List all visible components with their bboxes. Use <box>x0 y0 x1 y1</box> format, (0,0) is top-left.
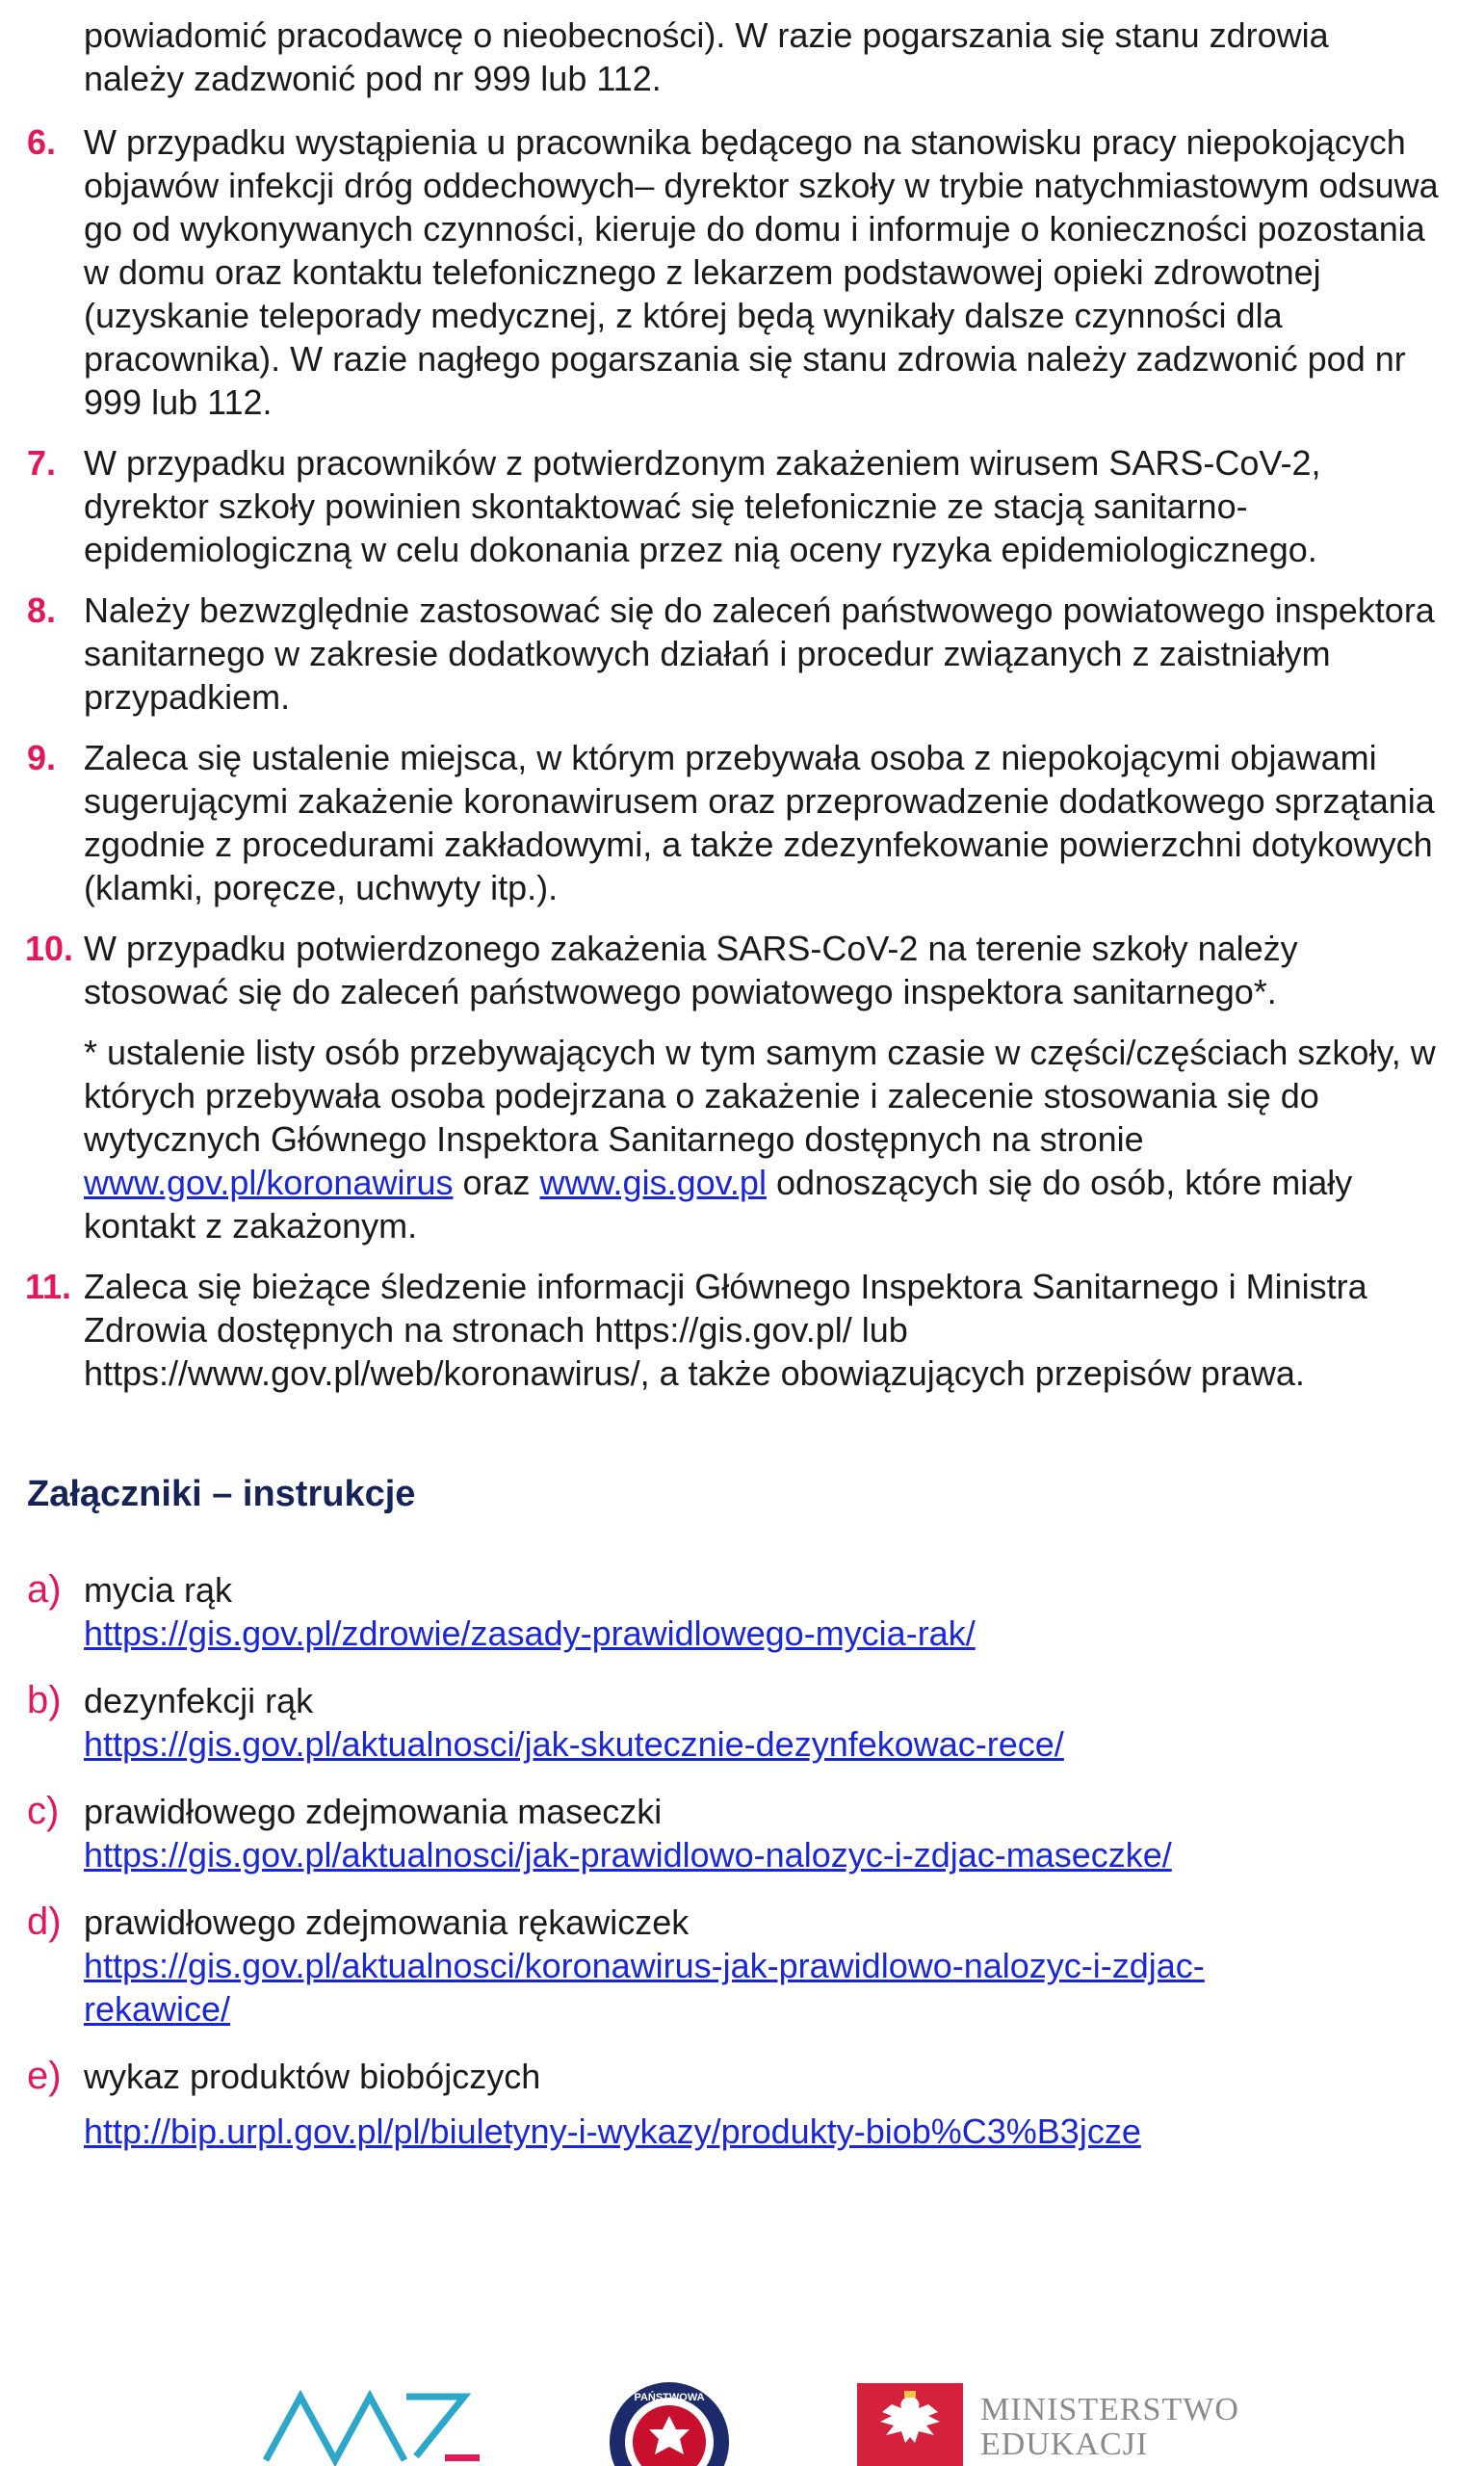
ministry-of-education-name <box>980 2393 1239 2462</box>
attachment-link[interactable]: http://bip.urpl.gov.pl/pl/biuletyny-i-wykazy/produkty-biob%C3%B3jcze <box>84 2112 1141 2151</box>
attachment-item-c <box>0 1790 1484 1876</box>
attachment-label: prawidłowego zdejmowania rękawiczek <box>84 1902 690 1942</box>
list-item-8 <box>0 589 1484 719</box>
gov-koronawirus-link[interactable]: www.gov.pl/koronawirus <box>84 1163 454 1202</box>
intro-line-2: należy zadzwonić pod nr 999 lub 112. <box>84 59 662 98</box>
polish-eagle-icon <box>857 2383 963 2466</box>
ministry-name-line-2: EDUKACJI <box>980 2427 1149 2462</box>
item-text: Należy bezwzględnie zastosować się do zaleceń państwowego powiatowego inspektora sanitarnego w zakresie dodatkowych działań i procedur związanych z zaistniałym przypadkiem. <box>84 590 1435 717</box>
item-number: 10. <box>25 929 74 968</box>
item-text: W przypadku pracowników z potwierdzonym zakażeniem wirusem SARS-CoV-2, dyrektor szkoły powinien skontaktować się telefonicznie ze stacją sanitarno-epidemiologiczną w celu dokonania przez nią oceny ryzyka epidemiologicznego. <box>84 443 1321 569</box>
footnote-text-middle: oraz <box>453 1163 540 1202</box>
attachment-label: prawidłowego zdejmowania maseczki <box>84 1792 663 1831</box>
intro-paragraph <box>84 13 1442 100</box>
list-item-6 <box>0 120 1484 424</box>
item-text: Zaleca się bieżące śledzenie informacji Głównego Inspektora Sanitarnego i Ministra Zdrowia dostępnych na stronach https://gis.gov.pl/ lub https://www.gov.pl/web/koronawirus/, a także obowiązujących przepisów prawa. <box>84 1267 1367 1393</box>
attachment-item-d <box>0 1901 1484 2031</box>
attachment-item-e <box>0 2055 1484 2153</box>
intro-line-1: powiadomić pracodawcę o nieobecności). W razie pogarszania się stanu zdrowia <box>84 15 1329 55</box>
attachment-label: dezynfekcji rąk <box>84 1681 314 1720</box>
attachment-letter: d) <box>27 1901 62 1943</box>
attachment-link[interactable]: https://gis.gov.pl/aktualnosci/jak-skutecznie-dezynfekowac-rece/ <box>84 1724 1064 1764</box>
item-number: 11. <box>25 1267 72 1306</box>
attachment-label: wykaz produktów biobójczych <box>84 2057 541 2096</box>
item-number: 6. <box>27 122 57 162</box>
attachment-link[interactable]: https://gis.gov.pl/aktualnosci/jak-prawidlowo-nalozyc-i-zdjac-maseczke/ <box>84 1835 1172 1875</box>
item-number: 7. <box>27 443 57 483</box>
attachment-letter: a) <box>27 1568 62 1611</box>
emblem-text: PAŃSTWOWA <box>634 2392 705 2403</box>
attachment-item-b <box>0 1679 1484 1766</box>
item-text: W przypadku potwierdzonego zakażenia SARS-CoV-2 na terenie szkoły należy stosować się do zaleceń państwowego powiatowego inspektora sanitarnego*. <box>84 929 1298 1011</box>
list-item-9 <box>0 736 1484 909</box>
list-item-10 <box>0 927 1484 1247</box>
attachment-link[interactable]: https://gis.gov.pl/aktualnosci/koronawirus-jak-prawidlowo-nalozyc-i-zdjac-rekawice/ <box>84 1946 1205 2029</box>
list-item-11 <box>0 1265 1484 1395</box>
attachment-label: mycia rąk <box>84 1570 233 1610</box>
footer-logos <box>0 2350 1484 2466</box>
sanitary-inspection-emblem <box>607 2379 732 2466</box>
attachment-item-a <box>0 1568 1484 1655</box>
item-number: 9. <box>27 738 57 777</box>
item-text: Zaleca się ustalenie miejsca, w którym przebywała osoba z niepokojącymi objawami sugerującymi zakażenie koronawirusem oraz przeprowadzenie dodatkowego sprzątania zgodnie z procedurami zakładowymi, a także zdezynfekowanie powierzchni dotykowych (klamki, poręcze, uchwyty itp.). <box>84 738 1435 907</box>
numbered-list <box>0 120 1484 1412</box>
attachment-letter: c) <box>27 1790 60 1832</box>
attachment-link[interactable]: https://gis.gov.pl/zdrowie/zasady-prawidlowego-mycia-rak/ <box>84 1613 976 1653</box>
footnote-text-after: odnoszących się do osób, które miały kontakt z zakażonym. <box>84 1163 1353 1246</box>
gis-link[interactable]: www.gis.gov.pl <box>539 1163 767 1202</box>
list-item-7 <box>0 441 1484 571</box>
attachment-letter: e) <box>27 2055 62 2097</box>
attachments-heading: Załączniki – instrukcje <box>27 1474 416 1514</box>
attachment-letter: b) <box>27 1679 62 1721</box>
footnote <box>84 1031 1445 1247</box>
ministry-of-health-logo <box>262 2387 483 2466</box>
item-text: W przypadku wystąpienia u pracownika będącego na stanowisku pracy niepokojących objawów infekcji dróg oddechowych– dyrektor szkoły w trybie natychmiastowym odsuwa go od wykonywanych czynności, kieruje do domu i informuje o konieczności pozostania w domu oraz kontaktu telefonicznego z lekarzem podstawowej opieki zdrowotnej (uzyskanie teleporady medycznej, z której będą wynikały dalsze czynności dla pracownika). W razie nagłego pogarszania się stanu zdrowia należy zadzwonić pod nr 999 lub 112. <box>84 122 1439 422</box>
attachments-list <box>0 1568 1484 2177</box>
item-number: 8. <box>27 590 57 630</box>
footnote-text-before: * ustalenie listy osób przebywających w tym samym czasie w części/częściach szkoły, w których przebywała osoba podejrzana o zakażenie i zalecenie stosowania się do wytycznych Głównego Inspektora Sanitarnego dostępnych na stronie <box>84 1033 1436 1159</box>
ministry-name-line-1: MINISTERSTWO <box>980 2392 1239 2427</box>
